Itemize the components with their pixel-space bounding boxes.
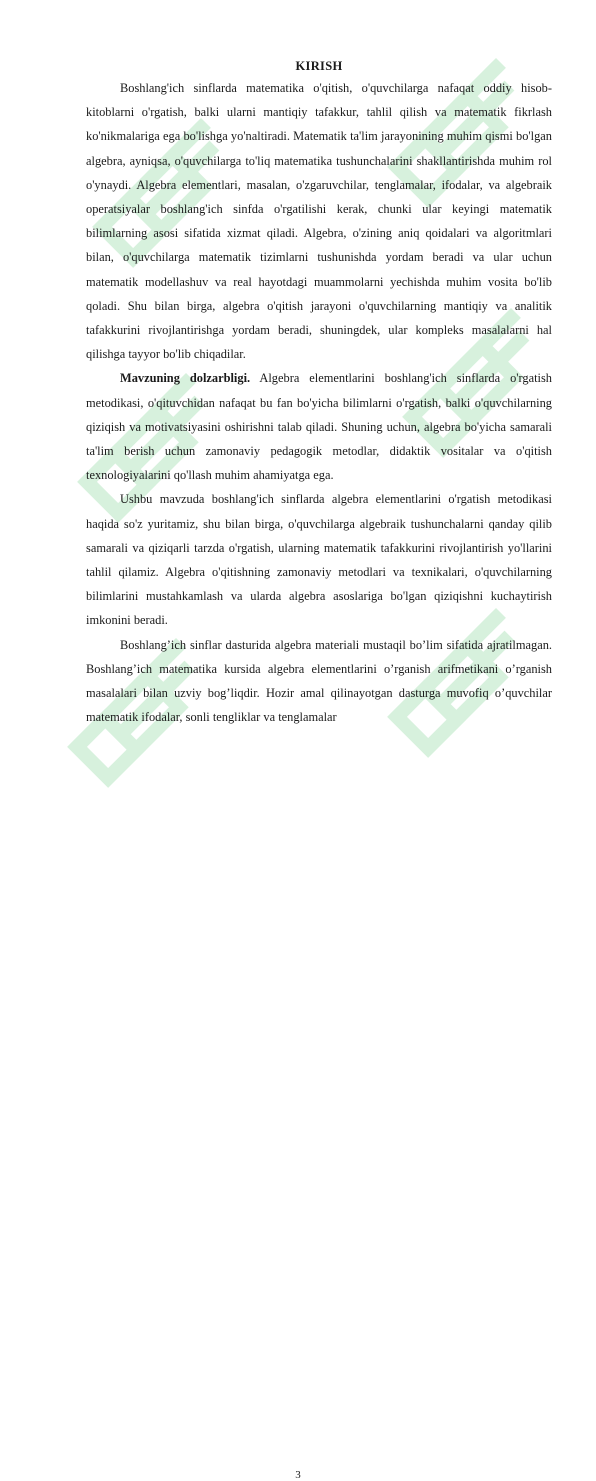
section-title: KIRISH xyxy=(295,59,343,73)
page-number: 3 xyxy=(295,1469,301,1481)
paragraph-intro xyxy=(86,76,552,366)
document-page xyxy=(86,58,552,729)
paragraph-curriculum xyxy=(86,633,552,730)
paragraph-curriculum-text: Boshlang’ich sinflar dasturida algebra materiali mustaqil bo’lim sifatida ajratilmagan. Boshlang’ich matematika kursida algebra elementlarini o’rganish arifmetikani o’rganish masalalari bilan uzviy bog’liqdir. Hozir amal qilinayotgan dasturga muvofiq o’quvchilar matematik ifodalar, sonli tengliklar va tenglamalar xyxy=(86,637,552,725)
paragraph-relevance-text: Algebra elementlarini boshlang'ich sinflarda o'rgatish metodikasi, o'qituvchidan nafaqat bu fan bo'yicha bilimlarni o'rgatish, balki o'quvchilarning qiziqish va motivatsiyasini oshirishni talab qiladi. Shuning uchun, algebra bo'yicha samarali ta'lim berish uchun zamonaviy pedagogik metodlar, didaktik vositalar va o'qitish texnologiyalarini qo'llash muhim ahamiyatga ega. xyxy=(86,371,553,483)
paragraph-intro-text: Boshlang'ich sinflarda matematika o'qitish, o'quvchilarga nafaqat oddiy hisob-kitoblarni o'rgatish, balki ularni mantiqiy tafakkur, tahlil qilish va matematik fikrlash ko'nikmalariga ega bo'lishga yo'naltiradi. Matematik ta'lim jarayonining muhim qismi bo'lgan algebra, ayniqsa, o'quvchilarga to'liq matematika tushunchalarini shakllantirishda muhim rol o'ynaydi. Algebra elementlari, masalan, o'zgaruvchilar, tenglamalar, ifodalar, va algebraik operatsiyalar boshlang'ich sinfda o'rgatilishi kerak, chunki ular keyingi matematik bilimlarning asosi sifatida xizmat qiladi. Algebra, o'zining aniq qoidalari va algoritmlari bilan, o'quvchilarga matematik tizimlarni tushunishda yordam beradi va ular uchun matematik modellashuv va real hayotdagi muammolarni yechishda muhim vosita bo'lib qoladi. Shu bilan birga, algebra o'qitish jarayoni o'quvchilarning mantiqiy va analitik tafakkurini rivojlantirishga yordam beradi, shuningdek, ular kompleks masalalarni hal qilishga tayyor bo'lib chiqadilar. xyxy=(86,81,552,362)
paragraph-topic xyxy=(86,487,552,632)
paragraph-topic-text: Ushbu mavzuda boshlang'ich sinflarda algebra elementlarini o'rgatish metodikasi haqida so'z yuritamiz, shu bilan birga, o'quvchilarga algebraik tushunchalarni qanday qilib samarali va qiziqarli tarzda o'rgatish, ularning matematik tafakkurini rivojlantirish yo'llarini tahlil qilamiz. Algebra o'qitishning zamonaviy metodlari va texnikalari, o'quvchilarning bilimlarini mustahkamlash va ularda algebra asoslariga bo'lgan qiziqishni kuchaytirish imkonini beradi. xyxy=(86,492,552,628)
paragraph-relevance-lead: Mavzuning dolzarbligi. xyxy=(120,371,251,386)
paragraph-relevance xyxy=(86,366,552,487)
